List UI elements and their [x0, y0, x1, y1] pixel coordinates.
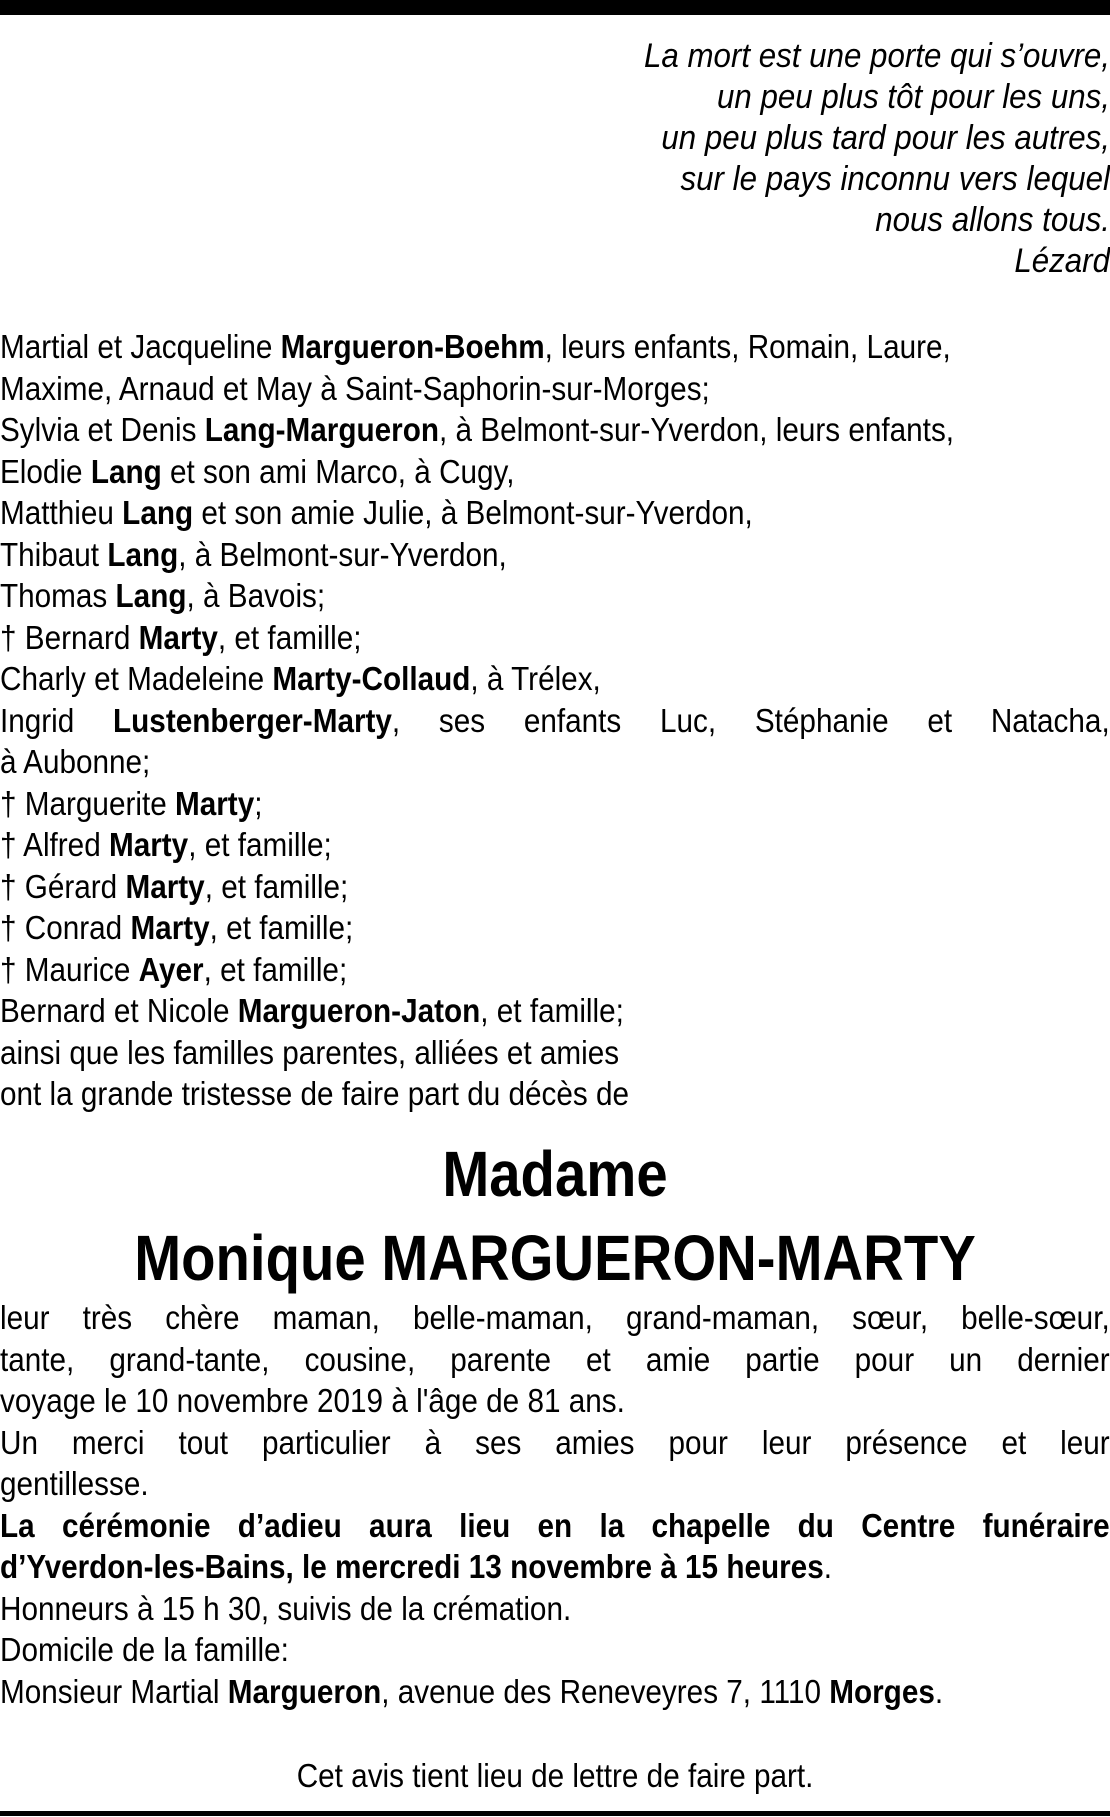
- family-line: [0, 1073, 1110, 1115]
- address-city: Morges: [829, 1672, 935, 1710]
- poem-line: nous allons tous.: [875, 201, 1110, 239]
- family-surname: Marty: [125, 867, 205, 905]
- deceased-name: Monique MARGUERON-MARTY: [134, 1222, 976, 1294]
- ceremony-line: [0, 1546, 1110, 1588]
- family-surname: Lang: [90, 452, 162, 490]
- family-text: , à Trélex,: [470, 660, 601, 697]
- family-text: † Gérard: [0, 867, 126, 905]
- family-surname: Marty: [108, 826, 189, 863]
- address-period: .: [934, 1672, 944, 1710]
- family-text: et son amie Julie, à Belmont-sur-Yverdon,: [193, 494, 753, 531]
- family-line: [0, 409, 1110, 451]
- family-line: [0, 534, 1110, 576]
- footer-text: Cet avis tient lieu de lettre de faire part.: [296, 1757, 814, 1794]
- family-line: [0, 949, 1110, 991]
- announcement-line: leur très chère maman, belle-maman, grand-maman, sœur, belle-sœur,: [0, 1299, 1110, 1336]
- family-text: Thibaut: [0, 535, 108, 573]
- family-surname: Margueron-Boehm: [280, 328, 545, 365]
- family-list: [0, 326, 1110, 1115]
- family-text: Thomas: [0, 577, 116, 614]
- honors-line: Honneurs à 15 h 30, suivis de la crémation.: [0, 1589, 572, 1627]
- top-rule: [0, 0, 1110, 15]
- ceremony-period: .: [823, 1548, 832, 1585]
- family-text: ainsi que les familles parentes, alliées et amies: [0, 1033, 620, 1071]
- family-text: et son ami Marco, à Cugy,: [161, 452, 515, 490]
- family-text: , ses enfants Luc, Stéphanie et Natacha,: [391, 701, 1110, 739]
- family-line: [0, 1032, 1110, 1074]
- family-line: [0, 658, 1110, 700]
- family-text: † Alfred: [0, 826, 109, 863]
- family-text: Maxime, Arnaud et May à Saint-Saphorin-sur-Morges;: [0, 369, 710, 407]
- family-surname: Ayer: [138, 950, 204, 988]
- family-text: , et famille;: [480, 992, 624, 1029]
- family-text: , à Bavois;: [186, 577, 326, 614]
- family-text: , et famille;: [188, 826, 332, 863]
- family-address: [0, 1671, 1110, 1713]
- family-surname: Marty: [138, 618, 218, 656]
- family-text: Martial et Jacqueline: [0, 328, 281, 365]
- family-line: [0, 368, 1110, 410]
- poem-line: un peu plus tard pour les autres,: [661, 119, 1110, 157]
- family-line: [0, 700, 1110, 742]
- family-surname: Lustenberger-Marty: [113, 701, 392, 739]
- family-text: Elodie: [0, 452, 91, 490]
- family-text: ont la grande tristesse de faire part du décès de: [0, 1075, 630, 1112]
- family-text: † Conrad: [0, 909, 131, 946]
- family-line: [0, 617, 1110, 659]
- family-text: Matthieu: [0, 494, 123, 531]
- family-surname: Marty: [174, 784, 255, 822]
- family-text: Bernard et Nicole: [0, 992, 238, 1029]
- family-line: [0, 492, 1110, 534]
- family-text: † Bernard: [0, 618, 139, 656]
- family-line: [0, 990, 1110, 1032]
- poem-author: Lézard: [1014, 242, 1110, 280]
- address-street: , avenue des Reneveyres 7, 1110: [381, 1672, 830, 1710]
- family-surname: Margueron-Jaton: [237, 992, 481, 1029]
- family-surname: Lang: [115, 577, 187, 614]
- family-surname: Lang: [122, 494, 194, 531]
- family-text: à Aubonne;: [0, 743, 151, 780]
- family-text: Charly et Madeleine: [0, 660, 273, 697]
- family-text: , à Belmont-sur-Yverdon, leurs enfants,: [438, 411, 955, 448]
- family-line: [0, 326, 1110, 368]
- family-text: Ingrid: [0, 701, 114, 739]
- family-line: [0, 451, 1110, 493]
- family-text: , et famille;: [209, 909, 354, 946]
- footer-note: [0, 1755, 1110, 1796]
- family-line: [0, 783, 1110, 825]
- family-text: † Marguerite: [0, 784, 175, 822]
- family-surname: Marty-Collaud: [272, 660, 471, 697]
- family-text: , et famille;: [217, 618, 362, 656]
- family-surname: Lang: [107, 535, 179, 573]
- announcement-text: [0, 1297, 1110, 1712]
- epigraph-poem: [558, 36, 1110, 282]
- announcement-line: tante, grand-tante, cousine, parente et amie partie pour un dernier: [0, 1340, 1110, 1378]
- family-line: [0, 741, 1110, 783]
- poem-line: un peu plus tôt pour les uns,: [716, 78, 1110, 116]
- poem-line: La mort est une porte qui s’ouvre,: [644, 37, 1110, 75]
- family-text: , leurs enfants, Romain, Laure,: [544, 328, 951, 365]
- deceased-heading: [0, 1132, 1110, 1300]
- family-line: [0, 866, 1110, 908]
- domicile-label: Domicile de la famille:: [0, 1631, 289, 1668]
- family-text: Sylvia et Denis: [0, 411, 205, 448]
- family-text: , et famille;: [203, 950, 348, 988]
- address-name: Margueron: [227, 1672, 382, 1710]
- family-line: [0, 824, 1110, 866]
- thanks-line: Un merci tout particulier à ses amies pour leur présence et leur: [0, 1423, 1110, 1461]
- family-surname: Lang-Margueron: [204, 411, 439, 448]
- family-text: ;: [254, 784, 263, 822]
- announcement-line: voyage le 10 novembre 2019 à l'âge de 81 ans.: [0, 1382, 625, 1419]
- family-text: , à Belmont-sur-Yverdon,: [178, 535, 507, 573]
- address-prefix: Monsieur Martial: [0, 1672, 228, 1710]
- deceased-title: Madame: [442, 1138, 668, 1210]
- family-line: [0, 907, 1110, 949]
- bottom-rule: [0, 1811, 1110, 1816]
- ceremony-text: d’Yverdon-les-Bains, le mercredi 13 novembre à 15 heures: [0, 1548, 824, 1585]
- family-text: † Maurice: [0, 950, 139, 988]
- ceremony-line: [0, 1505, 1110, 1547]
- poem-line: sur le pays inconnu vers lequel: [680, 160, 1110, 198]
- family-line: [0, 575, 1110, 617]
- family-text: , et famille;: [204, 867, 349, 905]
- family-surname: Marty: [130, 909, 210, 946]
- ceremony-text: La cérémonie d’adieu aura lieu en la chapelle du Centre funéraire: [0, 1506, 1110, 1544]
- thanks-line: gentillesse.: [0, 1465, 149, 1502]
